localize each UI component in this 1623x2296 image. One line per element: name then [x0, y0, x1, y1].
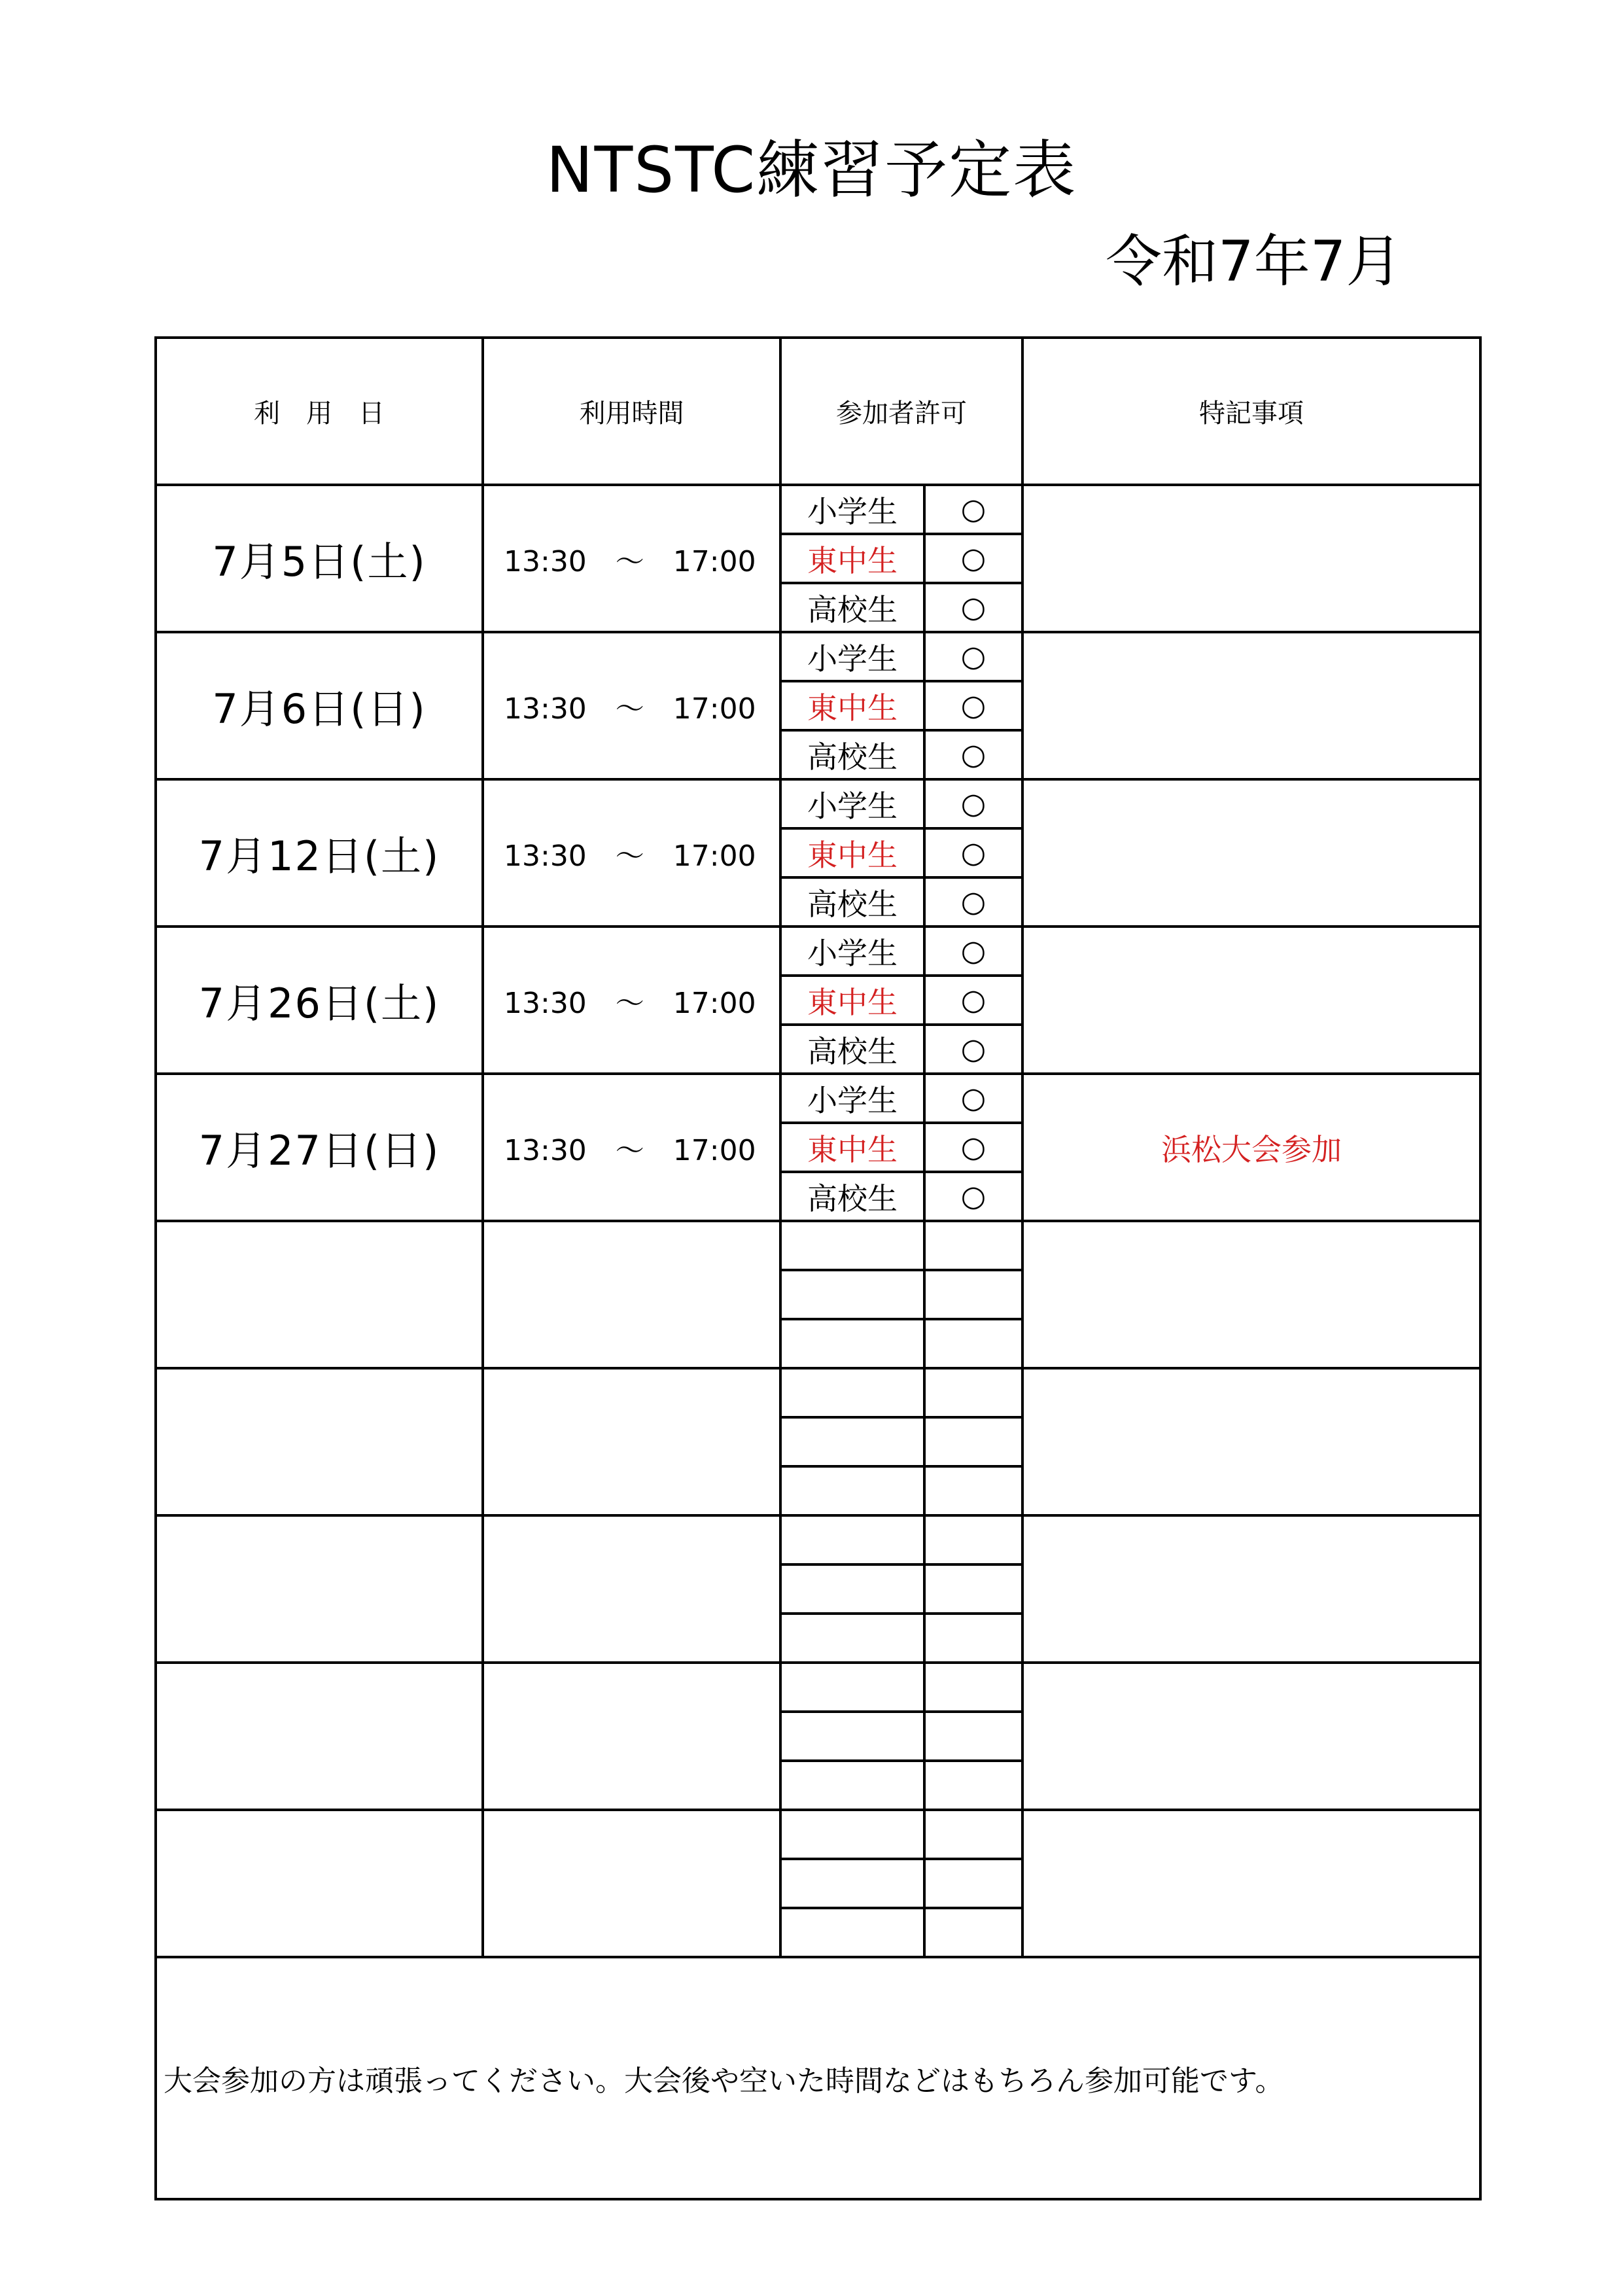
- date-cell: 7月5日(土): [156, 485, 483, 632]
- empty-time-cell: [483, 1663, 780, 1810]
- empty-mark-cell: [924, 1663, 1022, 1712]
- date-cell: 7月26日(土): [156, 927, 483, 1074]
- empty-category-cell: [780, 1614, 924, 1663]
- category-elementary: 小学生: [780, 632, 924, 681]
- schedule-table: [154, 336, 1482, 2200]
- empty-mark-cell: [924, 1761, 1022, 1810]
- header-participants: 参加者許可: [780, 338, 1022, 485]
- permission-mark: ○: [924, 1025, 1022, 1074]
- empty-mark-cell: [924, 1270, 1022, 1319]
- empty-date-cell: [156, 1810, 483, 1957]
- permission-mark: ○: [924, 485, 1022, 534]
- category-elementary: 小学生: [780, 1074, 924, 1123]
- empty-category-cell: [780, 1368, 924, 1417]
- empty-mark-cell: [924, 1319, 1022, 1368]
- header-time: 利用時間: [483, 338, 780, 485]
- empty-category-cell: [780, 1810, 924, 1859]
- permission-mark: ○: [924, 534, 1022, 583]
- empty-mark-cell: [924, 1417, 1022, 1466]
- table-row: [156, 1074, 1480, 1123]
- permission-mark: ○: [924, 877, 1022, 927]
- note-cell: [1022, 779, 1480, 927]
- permission-mark: ○: [924, 1123, 1022, 1172]
- table-row: [156, 779, 1480, 828]
- time-cell: 13:30 ～ 17:00: [483, 779, 780, 927]
- empty-row: [156, 1221, 1480, 1270]
- permission-mark: ○: [924, 1074, 1022, 1123]
- category-high: 高校生: [780, 877, 924, 927]
- category-high: 高校生: [780, 583, 924, 632]
- category-junior: 東中生: [780, 534, 924, 583]
- empty-category-cell: [780, 1270, 924, 1319]
- permission-mark: ○: [924, 583, 1022, 632]
- empty-mark-cell: [924, 1614, 1022, 1663]
- date-cell: 7月6日(日): [156, 632, 483, 779]
- empty-mark-cell: [924, 1221, 1022, 1270]
- empty-note-cell: [1022, 1515, 1480, 1663]
- category-elementary: 小学生: [780, 927, 924, 976]
- footer-message: 大会参加の方は頑張ってください。大会後や空いた時間などはもちろん参加可能です。: [156, 1957, 1480, 2199]
- table-row: [156, 632, 1480, 681]
- time-cell: 13:30 ～ 17:00: [483, 485, 780, 632]
- note-cell: 浜松大会参加: [1022, 1074, 1480, 1221]
- header-date: 利 用 日: [156, 338, 483, 485]
- permission-mark: ○: [924, 632, 1022, 681]
- header-row: [156, 338, 1480, 485]
- table-row: [156, 927, 1480, 976]
- empty-row: [156, 1515, 1480, 1564]
- empty-category-cell: [780, 1908, 924, 1957]
- empty-note-cell: [1022, 1663, 1480, 1810]
- date-cell: 7月27日(日): [156, 1074, 483, 1221]
- empty-row: [156, 1810, 1480, 1859]
- empty-note-cell: [1022, 1368, 1480, 1515]
- empty-mark-cell: [924, 1908, 1022, 1957]
- page-title: NTSTC練習予定表: [546, 133, 1077, 207]
- empty-mark-cell: [924, 1810, 1022, 1859]
- empty-mark-cell: [924, 1515, 1022, 1564]
- permission-mark: ○: [924, 1172, 1022, 1221]
- empty-date-cell: [156, 1515, 483, 1663]
- empty-category-cell: [780, 1712, 924, 1761]
- permission-mark: ○: [924, 779, 1022, 828]
- empty-time-cell: [483, 1368, 780, 1515]
- category-elementary: 小学生: [780, 779, 924, 828]
- time-cell: 13:30 ～ 17:00: [483, 927, 780, 1074]
- empty-time-cell: [483, 1515, 780, 1663]
- empty-row: [156, 1663, 1480, 1712]
- empty-category-cell: [780, 1417, 924, 1466]
- empty-mark-cell: [924, 1368, 1022, 1417]
- note-cell: [1022, 485, 1480, 632]
- empty-mark-cell: [924, 1712, 1022, 1761]
- permission-mark: ○: [924, 927, 1022, 976]
- month-label: 令和7年7月: [1106, 229, 1403, 294]
- empty-time-cell: [483, 1221, 780, 1368]
- category-junior: 東中生: [780, 681, 924, 730]
- footer-row: [156, 1957, 1480, 2199]
- category-high: 高校生: [780, 730, 924, 779]
- category-junior: 東中生: [780, 976, 924, 1025]
- permission-mark: ○: [924, 976, 1022, 1025]
- empty-category-cell: [780, 1663, 924, 1712]
- category-junior: 東中生: [780, 1123, 924, 1172]
- header-notes: 特記事項: [1022, 338, 1480, 485]
- empty-mark-cell: [924, 1859, 1022, 1908]
- empty-date-cell: [156, 1368, 483, 1515]
- empty-category-cell: [780, 1564, 924, 1614]
- empty-category-cell: [780, 1319, 924, 1368]
- category-high: 高校生: [780, 1172, 924, 1221]
- note-cell: [1022, 927, 1480, 1074]
- empty-category-cell: [780, 1859, 924, 1908]
- empty-mark-cell: [924, 1466, 1022, 1515]
- empty-time-cell: [483, 1810, 780, 1957]
- empty-date-cell: [156, 1663, 483, 1810]
- empty-category-cell: [780, 1761, 924, 1810]
- empty-category-cell: [780, 1515, 924, 1564]
- permission-mark: ○: [924, 730, 1022, 779]
- note-cell: [1022, 632, 1480, 779]
- permission-mark: ○: [924, 828, 1022, 877]
- empty-note-cell: [1022, 1810, 1480, 1957]
- empty-mark-cell: [924, 1564, 1022, 1614]
- empty-date-cell: [156, 1221, 483, 1368]
- empty-category-cell: [780, 1221, 924, 1270]
- empty-note-cell: [1022, 1221, 1480, 1368]
- category-high: 高校生: [780, 1025, 924, 1074]
- time-cell: 13:30 ～ 17:00: [483, 1074, 780, 1221]
- date-cell: 7月12日(土): [156, 779, 483, 927]
- empty-row: [156, 1368, 1480, 1417]
- time-cell: 13:30 ～ 17:00: [483, 632, 780, 779]
- permission-mark: ○: [924, 681, 1022, 730]
- category-junior: 東中生: [780, 828, 924, 877]
- empty-category-cell: [780, 1466, 924, 1515]
- table-row: [156, 485, 1480, 534]
- category-elementary: 小学生: [780, 485, 924, 534]
